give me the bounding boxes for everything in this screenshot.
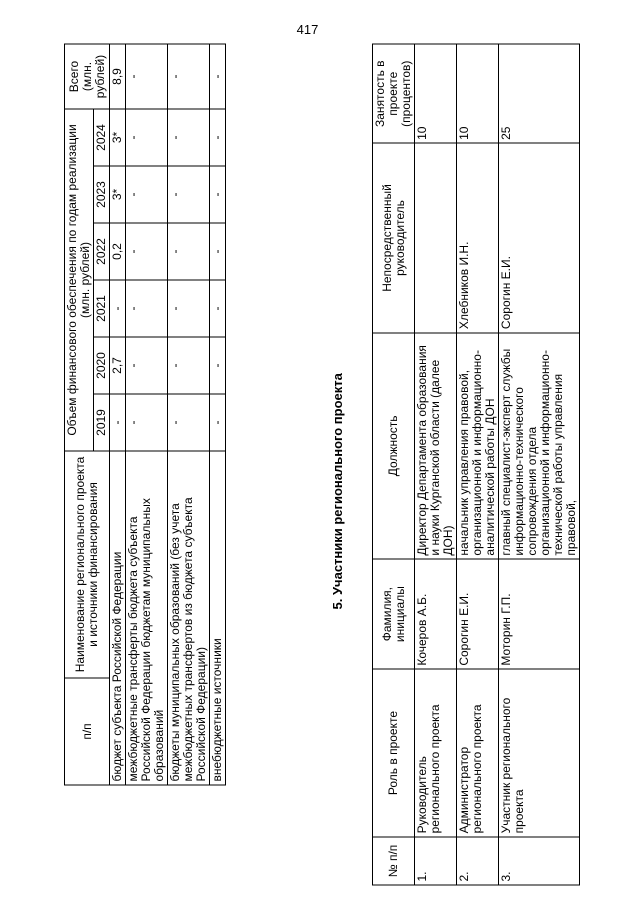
fin-row-name: бюджеты муниципальных образований (без учета межбюджетных трансфертов из бюджета субъекта Российской Федерации) xyxy=(168,451,210,785)
fin-cell: 3* xyxy=(110,109,126,166)
part-role: Администратор регионального проекта xyxy=(457,669,499,837)
fin-cell-total: 8,9 xyxy=(110,44,126,109)
table-row xyxy=(210,44,226,785)
fin-year: 2021 xyxy=(94,280,110,337)
part-name: Кочеров А.Б. xyxy=(415,559,457,669)
fin-row-name: межбюджетные трансферты бюджета субъекта Российской Федерации бюджетам муниципальных образований xyxy=(126,451,168,785)
part-header-role: Роль в проекте xyxy=(373,669,415,837)
fin-row-name: бюджет субъекта Российской Федерации xyxy=(110,451,126,785)
part-position: главный специалист-эксперт службы информационно-технического сопровождения отдела организационной и информационно-технической работы управления правовой, xyxy=(499,332,580,559)
fin-cell: 3* xyxy=(110,166,126,223)
part-num: 1. xyxy=(415,836,457,884)
table-row xyxy=(499,44,580,885)
table-row xyxy=(126,44,168,785)
participants-table xyxy=(372,43,580,885)
fin-cell: - xyxy=(210,280,226,337)
part-num: 2. xyxy=(457,836,499,884)
part-header-position: Должность xyxy=(373,332,415,559)
fin-cell: - xyxy=(168,223,210,280)
finance-table xyxy=(64,43,226,785)
fin-cell: - xyxy=(110,394,126,451)
fin-year: 2019 xyxy=(94,394,110,451)
fin-year: 2020 xyxy=(94,337,110,394)
part-manager: Сорогин Е.И. xyxy=(499,143,580,332)
part-header-name: Фамилия, инициалы xyxy=(373,559,415,669)
fin-cell: - xyxy=(126,394,168,451)
fin-cell: - xyxy=(168,280,210,337)
table-row xyxy=(457,44,499,885)
part-manager: Хлебников И.Н. xyxy=(457,143,499,332)
fin-cell: - xyxy=(126,109,168,166)
fin-header-num: п/п xyxy=(65,678,110,785)
page-number: 417 xyxy=(296,21,319,37)
fin-cell-total: - xyxy=(126,44,168,109)
table-row xyxy=(168,44,210,785)
fin-cell: - xyxy=(126,166,168,223)
part-position: Директор Департамента образования и науки Курганской области (далее ДОН) xyxy=(415,332,457,559)
part-header-num: № п/п xyxy=(373,836,415,884)
fin-cell: - xyxy=(126,223,168,280)
part-load: 10 xyxy=(457,44,499,143)
fin-cell: - xyxy=(210,109,226,166)
fin-cell: - xyxy=(126,280,168,337)
fin-cell: - xyxy=(168,337,210,394)
part-name: Сорогин Е.И. xyxy=(457,559,499,669)
fin-cell: - xyxy=(210,394,226,451)
table-row xyxy=(110,44,126,785)
part-header-load: Занятость в проекте (процентов) xyxy=(373,44,415,143)
fin-cell: - xyxy=(210,337,226,394)
fin-cell-total: - xyxy=(210,44,226,109)
fin-cell: 0,2 xyxy=(110,223,126,280)
fin-cell: 2,7 xyxy=(110,337,126,394)
part-manager xyxy=(415,143,457,332)
fin-cell: - xyxy=(210,166,226,223)
fin-cell: - xyxy=(168,109,210,166)
part-position: начальник управления правовой, организационной и информационно-аналитической работы ДОН xyxy=(457,332,499,559)
part-name: Моторин Г.П. xyxy=(499,559,580,669)
fin-header-total: Всего (млн. рублей) xyxy=(65,44,110,109)
part-num: 3. xyxy=(499,836,580,884)
fin-cell-total: - xyxy=(168,44,210,109)
fin-year: 2023 xyxy=(94,166,110,223)
part-header-manager: Непосредственный руководитель xyxy=(373,143,415,332)
part-role: Участник регионального проекта xyxy=(499,669,580,837)
section-title: 5. Участники регионального проекта xyxy=(330,372,345,609)
fin-cell: - xyxy=(210,223,226,280)
fin-cell: - xyxy=(168,166,210,223)
part-load: 25 xyxy=(499,44,580,143)
fin-header-name: Наименование регионального проекта и источники финансирования xyxy=(65,451,110,678)
part-role: Руководитель регионального проекта xyxy=(415,669,457,837)
fin-cell: - xyxy=(110,280,126,337)
fin-year: 2022 xyxy=(94,223,110,280)
fin-cell: - xyxy=(126,337,168,394)
fin-year: 2024 xyxy=(94,109,110,166)
fin-header-volume: Объем финансового обеспечения по годам реализации (млн. рублей) xyxy=(65,109,94,451)
part-load: 10 xyxy=(415,44,457,143)
fin-row-name: внебюджетные источники xyxy=(210,451,226,785)
table-row xyxy=(415,44,457,885)
fin-cell: - xyxy=(168,394,210,451)
